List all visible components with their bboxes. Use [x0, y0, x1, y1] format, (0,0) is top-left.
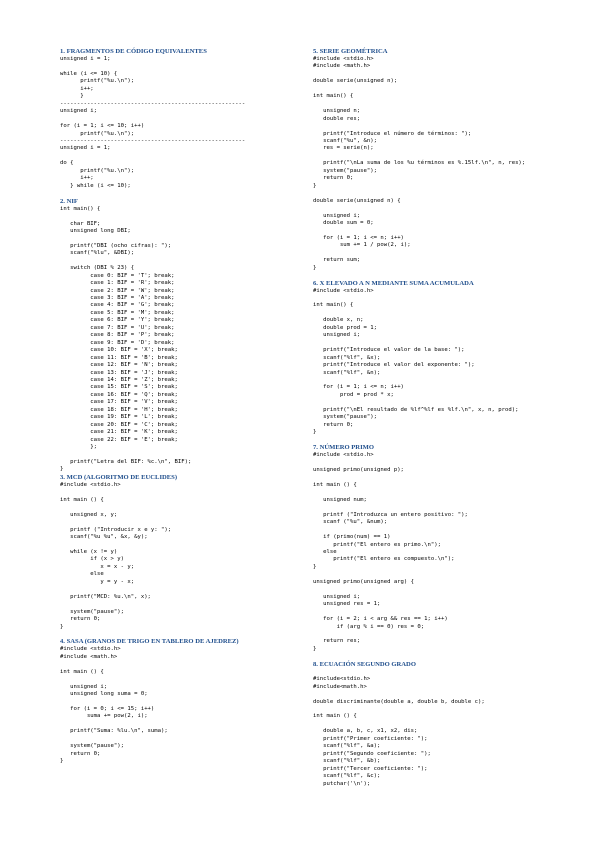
code-block: #include <stdio.h> unsigned primo(unsigned p); int main () { unsigned num; printf ("Introduzca un entero positivo: "); scanf ("%u", &num); if (primo(num) == 1) printf("El entero es primo.\n"); else printf("El entero es compuesto.\n"); } unsigned primo(unsigned arg) { unsigned i; unsigned res = 1; for (i = 2; i < arg && res == 1; i++) if (arg % i == 0) res = 0; return res; }	[313, 452, 468, 652]
code-block: #include <stdio.h> int main() { double x, n; double prod = 1; unsigned i; printf("Introduce el valor de la base: "); scanf("%lf", &x); printf("Introduce el valor del exponente: "); scanf("%lf", &n); for (i = 1; i <= n; i++) prod = prod * x; printf("\nEl resultado de %lf^%lf es %lf.\n", x, n, prod); system("pause"); return 0; }	[313, 287, 519, 436]
section-numero-primo	[313, 444, 573, 653]
code-block: #include <stdio.h> #include <math.h> double serie(unsigned n); int main() { unsigned n; double res; printf("Introduce el número de términos: "); scanf("%u", &n); res = serie(n); printf("\nLa suma de los %u términos es %.15lf.\n", n, res); system("pause"); return 0; } double serie(unsigned n) { unsigned i; double sum = 0; for (i = 1; i <= n; i++) sum += 1 / pow(2, i); return sum; }	[313, 56, 526, 271]
section-ecuacion-segundo-grado	[313, 661, 573, 788]
code-block: unsigned i = 1; while (i <= 10) { printf("%u.\n"); i++; } ------------------------------------------------------- unsigned i; for (i = 1; i <= 10; i++) printf("%u.\n"); ------------------------------------------------------- unsigned i = 1; do { printf("%u.\n"); i++; } while (i <= 10);	[60, 56, 246, 189]
section-title: 5. SERIE GEOMÉTRICA	[313, 48, 388, 55]
section-x-elevado-n	[313, 280, 573, 437]
code-block: #include <stdio.h> #include <math.h> int main () { unsigned i; unsigned long suma = 0; for (i = 0; i <= 15; i++) suma += pow(2, i); printf("Suma: %lu.\n", suma); system("pause"); return 0; }	[60, 646, 168, 765]
section-title: 6. X ELEVADO A N MEDIANTE SUMA ACUMULADA	[313, 279, 474, 287]
code-block: #include <stdio.h> int main () { unsigned x, y; printf ("Introducir x e y: "); scanf("%u %u", &x, &y); while (x != y) if (x > y) x = x - y; else y = y - x; printf("MCD: %u.\n", x); system("pause"); return 0; }	[60, 481, 172, 630]
section-title: 2. NIF	[60, 197, 78, 205]
code-block: #include<stdio.h> #include<math.h> double discriminante(double a, double b, double c); int main () { double a, b, c, x1, x2, dis; printf("Primer coeficiente: "); scanf("%lf", &a); printf("Segundo coeficiente: "); scanf("%lf", &b); printf("Tercer coeficiente: "); scanf("%lf", &c); putchar('\n');	[313, 676, 485, 787]
section-nif	[60, 198, 300, 474]
section-serie-geometrica	[313, 48, 573, 272]
left-column	[60, 48, 300, 766]
section-fragmentos	[60, 48, 300, 190]
section-title: 1. FRAGMENTOS DE CÓDIGO EQUIVALENTES	[60, 48, 207, 55]
section-sasa	[60, 638, 300, 765]
section-title: 8. ECUACIÓN SEGUNDO GRADO	[313, 660, 416, 668]
section-title: 7. NÚMERO PRIMO	[313, 444, 374, 452]
code-block: int main() { char BIF; unsigned long DBI; printf("DBI (ocho cifras): "); scanf("%lu", &DBI); switch (DBI % 23) { case 0: BIF = 'T'; break; case 1: BIF = 'R'; break; case 2: BIF = 'W'; break; case 3: BIF = 'A'; break; case 4: BIF = 'G'; break; case 5: BIF = 'M'; break; case 6: BIF = 'Y'; break; case 7: BIF = 'U'; break; case 8: BIF = 'P'; break; case 9: BIF = 'D'; break; case 10: BIF = 'X'; break; case 11: BIF = 'B'; break; case 12: BIF = 'N'; break; case 13: BIF = 'J'; break; case 14: BIF = 'Z'; break; case 15: BIF = 'S'; break; case 16: BIF = 'Q'; break; case 17: BIF = 'V'; break; case 18: BIF = 'H'; break; case 19: BIF = 'L'; break; case 20: BIF = 'C'; break; case 21: BIF = 'K'; break; case 22: BIF = 'E'; break; }; printf("Letra del BIF: %c.\n", BIF); }	[60, 205, 192, 473]
section-title: 4. SASA (GRANOS DE TRIGO EN TABLERO DE AJEDREZ)	[60, 638, 239, 646]
section-title: 3. MCD (ALGORITMO DE EUCLIDES)	[60, 473, 178, 481]
section-mcd	[60, 474, 300, 631]
right-column	[313, 48, 573, 788]
